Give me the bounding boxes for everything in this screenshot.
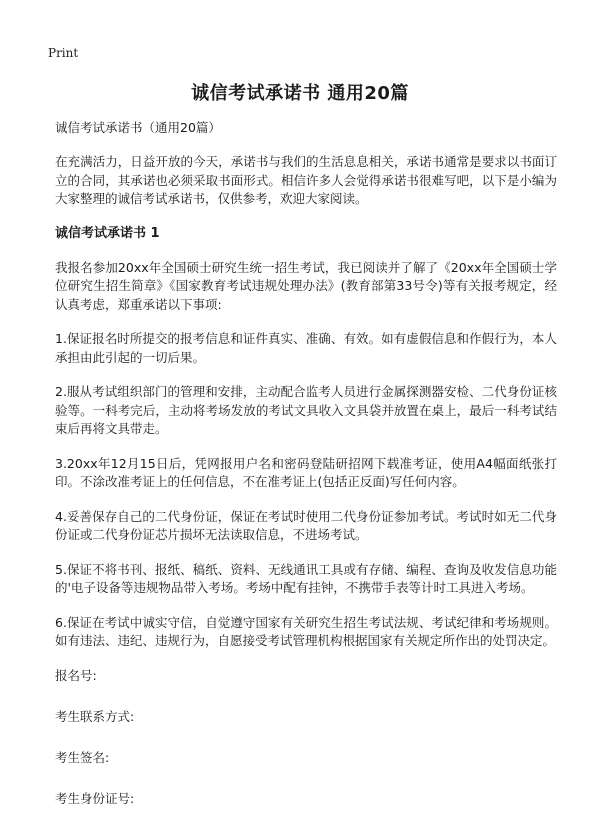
contact-label: 考生联系方式: xyxy=(55,708,135,724)
id-number-label: 考生身份证号: xyxy=(55,790,135,806)
pledge-item-1: 1.保证报名时所提交的报考信息和证件真实、准确、有效。如有虚假信息和作假行为，本人承担由此引起的一切后果。 xyxy=(55,331,557,365)
section-heading: 诚信考试承诺书 1 xyxy=(55,225,160,241)
pledge-item-3: 3.20xx年12月15日后，凭网报用户名和密码登陆研招网下载准考证，使用A4幅面纸张打印。不涂改准考证上的任何信息，不在准考证上(包括正反面)写任何内容。 xyxy=(55,455,557,489)
lead-paragraph: 我报名参加20xx年全国硕士研究生统一招生考试，我已阅读并了解了《20xx年全国硕士学位研究生招生简章》《国家教育考试违规处理办法》(教育部第33号令)等有关报考规定，经认真考虑，郑重承诺以下事项: xyxy=(55,259,557,312)
pledge-item-6: 6.保证在考试中诚实守信，自觉遵守国家有关研究生招生考试法规、考试纪律和考场规则。如有违法、违纪、违规行为，自愿接受考试管理机构根据国家有关规定所作出的处罚决定。 xyxy=(55,614,557,648)
document-body xyxy=(55,119,557,831)
registration-number-label: 报名号: xyxy=(55,667,97,683)
print-link[interactable]: Print xyxy=(48,46,79,60)
pledge-item-2: 2.服从考试组织部门的管理和安排，主动配合监考人员进行金属探测器安检、二代身份证核验等。一科考完后，主动将考场发放的考试文具收入文具袋并放置在桌上，最后一科考试结束后再将文具带走。 xyxy=(55,384,557,436)
intro-paragraph: 在充满活力，日益开放的今天，承诺书与我们的生活息息相关，承诺书通常是要求以书面订立的合同，其承诺也必须采取书面形式。相信许多人会觉得承诺书很难写吧，以下是小编为大家整理的诚信考试承诺书，仅供参考，欢迎大家阅读。 xyxy=(55,154,557,206)
pledge-item-4: 4.妥善保存自己的二代身份证，保证在考试时使用二代身份证参加考试。考试时如无二代身份证或二代身份证芯片损坏无法读取信息，不进场考试。 xyxy=(55,508,557,542)
pledge-item-5: 5.保证不将书刊、报纸、稿纸、资料、无线通讯工具或有存储、编程、查询及收发信息功能的'电子设备等违规物品带入考场。考场中配有挂钟，不携带手表等计时工具进入考场。 xyxy=(55,561,557,595)
document-subtitle: 诚信考试承诺书（通用20篇） xyxy=(55,120,221,135)
signature-label: 考生签名: xyxy=(55,749,110,765)
page-title: 诚信考试承诺书 通用20篇 xyxy=(191,83,409,104)
